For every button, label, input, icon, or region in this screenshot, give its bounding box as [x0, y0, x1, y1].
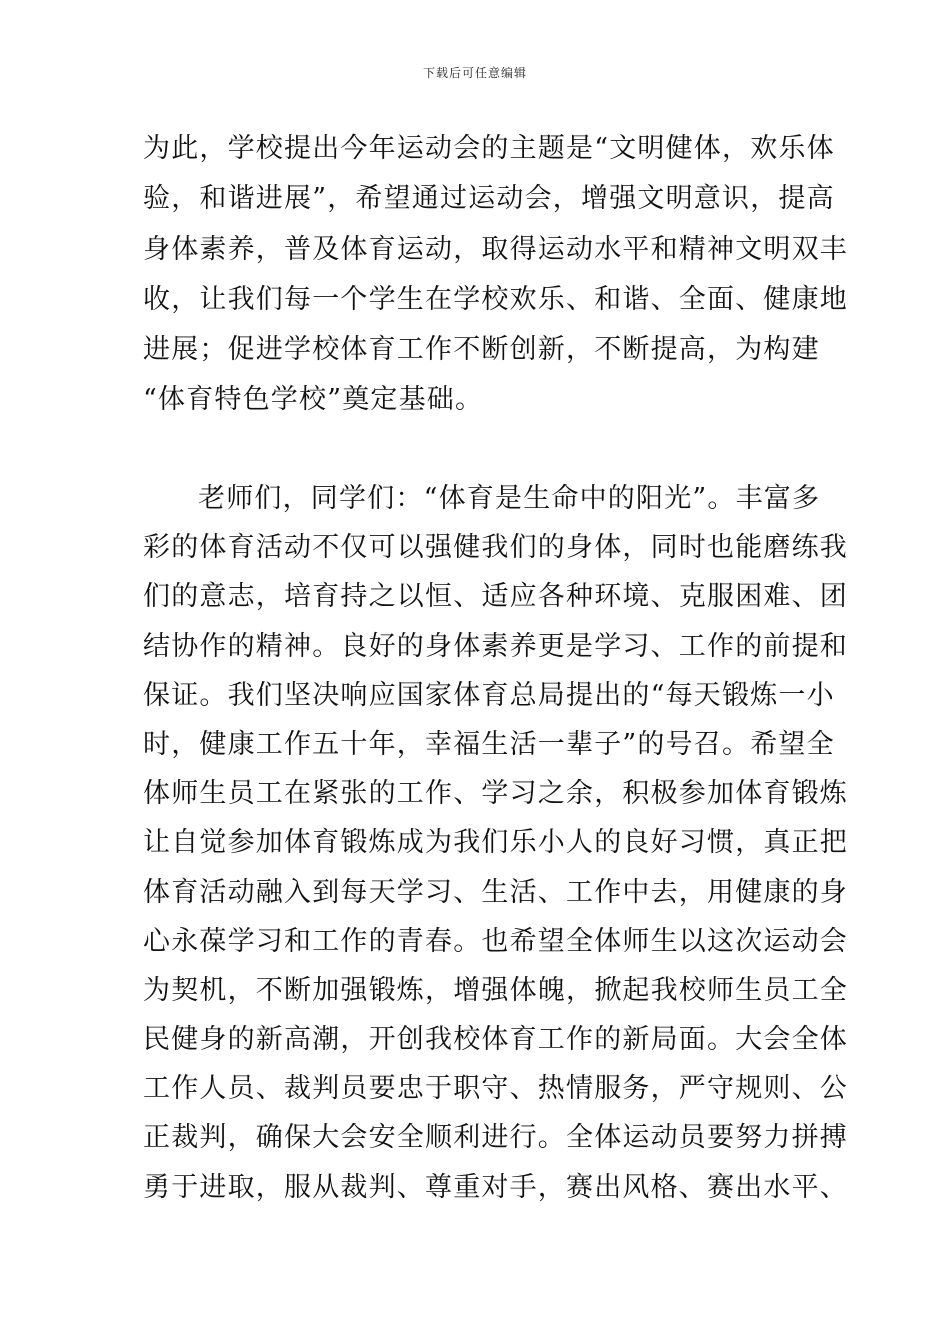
text-line: 体育活动融入到每天学习、生活、工作中去，用健康的身 [143, 876, 848, 908]
text-line: 让自觉参加体育锻炼成为我们乐小人的良好习惯，真正把 [143, 827, 848, 859]
text-line: 进展；促进学校体育工作不断创新，不断提高，为构建 [143, 334, 820, 366]
paragraph-address [143, 474, 848, 1212]
text-line: 勇于进取，服从裁判、尊重对手，赛出风格、赛出水平、 [143, 1171, 848, 1203]
text-line: 时，健康工作五十年，幸福生活一辈子”的号召。希望全 [143, 728, 835, 760]
text-line: 为契机，不断加强锻炼，增强体魄，掀起我校师生员工全 [143, 974, 848, 1006]
text-line: 心永葆学习和工作的青春。也希望全体师生以这次运动会 [143, 925, 848, 957]
text-line: “体育特色学校”奠定基础。 [143, 384, 484, 416]
paragraph-theme [143, 124, 848, 426]
text-line: 体师生员工在紧张的工作、学习之余，积极参加体育锻炼 [143, 778, 848, 810]
text-line: 验，和谐进展”，希望通过运动会，增强文明意识，提高 [143, 183, 835, 215]
text-line: 民健身的新高潮，开创我校体育工作的新局面。大会全体 [143, 1024, 848, 1056]
text-line: 收，让我们每一个学生在学校欢乐、和谐、全面、健康地 [143, 283, 848, 315]
text-line: 彩的体育活动不仅可以强健我们的身体，同时也能磨练我 [143, 532, 848, 564]
text-line: 结协作的精神。良好的身体素养更是学习、工作的前提和 [143, 630, 848, 662]
text-line: 工作人员、裁判员要忠于职守、热情服务，严守规则、公 [143, 1073, 848, 1105]
text-line: 保证。我们坚决响应国家体育总局提出的“每天锻炼一小 [143, 679, 835, 711]
text-line: 为此，学校提出今年运动会的主题是“文明健体，欢乐体 [143, 133, 835, 164]
page-header: 下载后可任意编辑 [422, 66, 527, 80]
text-line: 身体素养，普及体育运动，取得运动水平和精神文明双丰 [143, 233, 848, 265]
text-line: 老师们，同学们：“体育是生命中的阳光”。丰富多 [198, 483, 821, 514]
text-line: 正裁判，确保大会安全顺利进行。全体运动员要努力拼搏 [143, 1122, 848, 1154]
text-line: 们的意志，培育持之以恒、适应各种环境、克服困难、团 [143, 581, 848, 613]
